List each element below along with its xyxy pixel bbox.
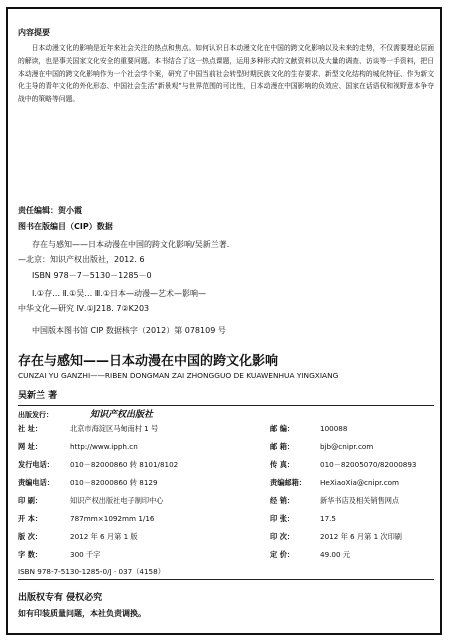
field-key: 经 销： (270, 496, 295, 505)
field-key: 印 次： (270, 532, 295, 541)
field-key: 定 价： (270, 550, 295, 559)
field-key: 社 址： (18, 424, 43, 433)
field-key: 邮 箱： (270, 442, 295, 451)
quality-notice: 如有印装质量问题，本社负责调换。 (18, 609, 146, 618)
field-key: 开 本： (18, 514, 43, 523)
cip-core-number: 中国版本图书馆 CIP 数据核字（2012）第 078109 号 (32, 326, 226, 335)
cip-heading: 图书在版编目（CIP）数据 (18, 222, 113, 231)
publisher-label: 出版发行： (18, 411, 53, 419)
cip-line-publisher: —北京：知识产权出版社，2012. 6 (18, 255, 145, 264)
field-value: 2012 年 6 月第 1 版 (70, 532, 138, 541)
field-value: bjb@cnipr.com (320, 442, 374, 451)
field-value: http://www.ipph.cn (70, 442, 138, 451)
cip-line-title: 存在与感知——日本动漫在中国的跨文化影响/吴新兰著. (32, 240, 230, 249)
field-value: 100088 (320, 424, 348, 433)
field-value: 17.5 (320, 514, 337, 523)
publisher-logo-name: 知识产权出版社 (90, 410, 154, 420)
field-value: 787mm×1092mm 1/16 (70, 514, 155, 523)
cip-line-isbn: ISBN 978－7－5130－1285－0 (32, 271, 152, 280)
cip-line-classification: 中华文化—研究 Ⅳ.①J218. 7②K203 (18, 304, 150, 313)
field-value: HeXiaoXia@cnipr.com (320, 478, 400, 487)
field-key: 印 刷： (18, 496, 43, 505)
field-key: 网 址： (18, 442, 43, 451)
field-value: 北京市海淀区马甸南村 1 号 (70, 424, 159, 433)
field-value: 010－82000860 转 8129 (70, 478, 158, 487)
divider (18, 579, 434, 580)
field-key: 发行电话： (18, 460, 54, 469)
field-value: 新华书店及相关销售网点 (320, 496, 400, 505)
field-value: 49.00 元 (320, 550, 351, 559)
field-key: 印 张： (270, 514, 295, 523)
field-value: 知识产权出版社电子制印中心 (70, 496, 164, 505)
copyright-notice: 出版权专有 侵权必究 (18, 593, 103, 603)
summary-heading: 内容提要 (18, 28, 50, 37)
book-author: 吴新兰 著 (18, 391, 58, 401)
field-key: 责编邮箱： (270, 478, 306, 487)
summary-text: 日本动漫文化的影响是近年来社会关注的热点和焦点。如何认识日本动漫文化在中国的跨文化影响以及未来的走势，不仅需要理论层面的解读，也是事关国家文化安全的重要问题。本书结合了这一热点课题，运用多种形式的文献资料以及大量的调查、访谈等一手资料，把日本动漫在中国的跨文化影响作为一个社会学个案，研究了中国当前社会转型时期民族文化的生存要求、新型文化结构的城化特征、作为新文化主导的青年文化的外化形态、中国社会生活“新景观”与世界范围的可比性，日本动漫在中国影响的负效应、国家在话语权和视野意本争夺战中的策略等问题。 (18, 44, 434, 104)
field-key: 责编电话： (18, 478, 54, 487)
field-value: 010－82000860 转 8101/8102 (70, 460, 179, 469)
field-key: 版 次： (18, 532, 43, 541)
field-key: 邮 编： (270, 424, 295, 433)
field-value: 2012 年 6 月第 1 次印刷 (320, 532, 402, 541)
copyright-page (6, 7, 442, 635)
field-key: 字 数： (18, 550, 43, 559)
field-value: 010－82005070/82000893 (320, 460, 417, 469)
book-title-pinyin: CUNZAI YU GANZHI——RIBEN DONGMAN ZAI ZHONGGUO DE KUAWENHUA YINGXIANG (18, 371, 339, 380)
cip-line-subjects: Ⅰ.①存… Ⅱ.①吴… Ⅲ.①日本—动漫—艺术—影响— (32, 289, 207, 298)
book-title: 存在与感知——日本动漫在中国的跨文化影响 (18, 354, 279, 369)
field-key: 传 真： (270, 460, 295, 469)
divider (18, 405, 434, 406)
field-value: 300 千字 (70, 550, 101, 559)
isbn-full: ISBN 978-7-5130-1285-0/J · 037（4158） (18, 567, 165, 576)
responsible-editor: 责任编辑：贺小霞 (18, 206, 82, 215)
